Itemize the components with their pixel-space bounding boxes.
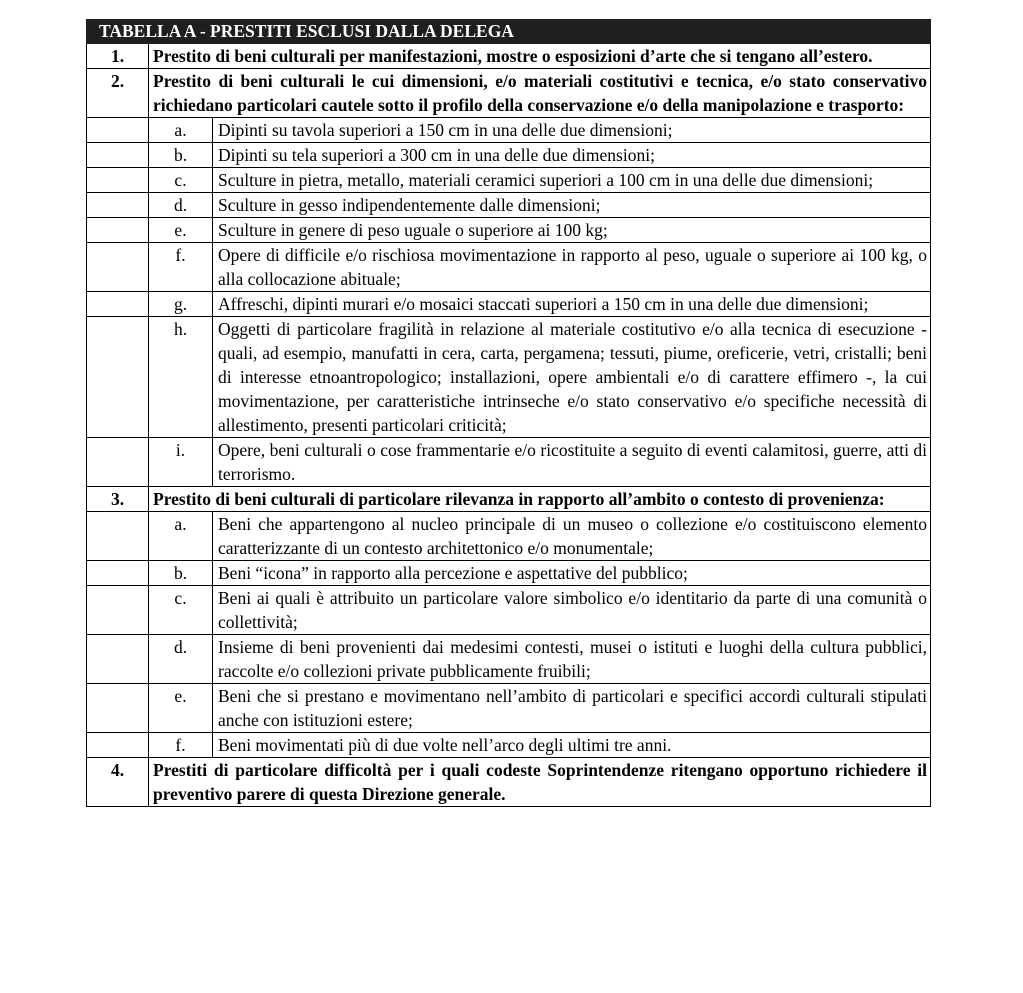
item-text: Affreschi, dipinti murari e/o mosaici staccati superiori a 150 cm in una delle due dimensioni; [213, 292, 931, 317]
item-text: Dipinti su tela superiori a 300 cm in una delle due dimensioni; [213, 143, 931, 168]
item-row [87, 193, 931, 218]
item-text: Beni che appartengono al nucleo principale di un museo o collezione e/o costituiscono elemento caratterizzante di un contesto architettonico e/o monumentale; [213, 512, 931, 561]
item-text: Sculture in genere di peso uguale o superiore ai 100 kg; [213, 218, 931, 243]
item-letter: f. [149, 243, 213, 292]
item-text: Sculture in pietra, metallo, materiali ceramici superiori a 100 cm in una delle due dimensioni; [213, 168, 931, 193]
empty-cell [87, 218, 149, 243]
item-row [87, 438, 931, 487]
item-letter: c. [149, 586, 213, 635]
empty-cell [87, 512, 149, 561]
empty-cell [87, 635, 149, 684]
item-text: Dipinti su tavola superiori a 150 cm in una delle due dimensioni; [213, 118, 931, 143]
item-letter: e. [149, 684, 213, 733]
item-row [87, 586, 931, 635]
item-letter: d. [149, 193, 213, 218]
section-number: 2. [87, 69, 149, 118]
section-heading: Prestiti di particolare difficoltà per i quali codeste Soprintendenze ritengano opportuno richiedere il preventivo parere di questa Direzione generale. [149, 758, 931, 807]
empty-cell [87, 684, 149, 733]
item-row [87, 317, 931, 438]
item-letter: c. [149, 168, 213, 193]
empty-cell [87, 586, 149, 635]
empty-cell [87, 438, 149, 487]
item-row [87, 292, 931, 317]
item-row [87, 684, 931, 733]
item-letter: b. [149, 561, 213, 586]
section-number: 3. [87, 487, 149, 512]
item-letter: b. [149, 143, 213, 168]
item-text: Opere, beni culturali o cose frammentarie e/o ricostituite a seguito di eventi calamitosi, guerre, atti di terrorismo. [213, 438, 931, 487]
section-row [87, 44, 931, 69]
item-row [87, 143, 931, 168]
item-letter: a. [149, 512, 213, 561]
item-text: Opere di difficile e/o rischiosa movimentazione in rapporto al peso, uguale o superiore ai 100 kg, o alla collocazione abituale; [213, 243, 931, 292]
item-text: Beni che si prestano e movimentano nell’ambito di particolari e specifici accordi culturali stipulati anche con istituzioni estere; [213, 684, 931, 733]
item-row [87, 168, 931, 193]
item-text: Sculture in gesso indipendentemente dalle dimensioni; [213, 193, 931, 218]
item-letter: d. [149, 635, 213, 684]
item-letter: i. [149, 438, 213, 487]
item-row [87, 635, 931, 684]
item-row [87, 218, 931, 243]
section-number: 1. [87, 44, 149, 69]
item-text: Insieme di beni provenienti dai medesimi contesti, musei o istituti e luoghi della cultura pubblici, raccolte e/o collezioni private pubblicamente fruibili; [213, 635, 931, 684]
item-letter: h. [149, 317, 213, 438]
item-letter: a. [149, 118, 213, 143]
item-row [87, 243, 931, 292]
section-row [87, 69, 931, 118]
empty-cell [87, 193, 149, 218]
empty-cell [87, 243, 149, 292]
item-letter: e. [149, 218, 213, 243]
empty-cell [87, 733, 149, 758]
item-letter: g. [149, 292, 213, 317]
item-row [87, 118, 931, 143]
empty-cell [87, 317, 149, 438]
table-title: TABELLA A - PRESTITI ESCLUSI DALLA DELEGA [87, 20, 931, 44]
item-letter: f. [149, 733, 213, 758]
item-text: Beni ai quali è attribuito un particolare valore simbolico e/o identitario da parte di una comunità o collettività; [213, 586, 931, 635]
section-number: 4. [87, 758, 149, 807]
table-body [87, 44, 931, 807]
item-row [87, 733, 931, 758]
tabella-a [86, 19, 931, 807]
empty-cell [87, 561, 149, 586]
item-text: Beni movimentati più di due volte nell’arco degli ultimi tre anni. [213, 733, 931, 758]
item-text: Beni “icona” in rapporto alla percezione e aspettative del pubblico; [213, 561, 931, 586]
empty-cell [87, 168, 149, 193]
item-row [87, 561, 931, 586]
section-row [87, 487, 931, 512]
empty-cell [87, 292, 149, 317]
item-text: Oggetti di particolare fragilità in relazione al materiale costitutivo e/o alla tecnica di esecuzione - quali, ad esempio, manufatti in cera, carta, pergamena; tessuti, piume, oreficerie, vetri, cristalli; beni di interesse etnoantropologico; installazioni, opere ambientali e/o di carattere effimero -, la cui movimentazione, per caratteristiche intrinseche e/o stato conservativo e/o specifiche necessità di allestimento, presenti particolari criticità; [213, 317, 931, 438]
section-heading: Prestito di beni culturali le cui dimensioni, e/o materiali costitutivi e tecnica, e/o stato conservativo richiedano particolari cautele sotto il profilo della conservazione e/o della manipolazione e trasporto: [149, 69, 931, 118]
section-heading: Prestito di beni culturali di particolare rilevanza in rapporto all’ambito o contesto di provenienza: [149, 487, 931, 512]
section-heading: Prestito di beni culturali per manifestazioni, mostre o esposizioni d’arte che si tengano all’estero. [149, 44, 931, 69]
empty-cell [87, 143, 149, 168]
title-row [87, 20, 931, 44]
section-row [87, 758, 931, 807]
empty-cell [87, 118, 149, 143]
item-row [87, 512, 931, 561]
